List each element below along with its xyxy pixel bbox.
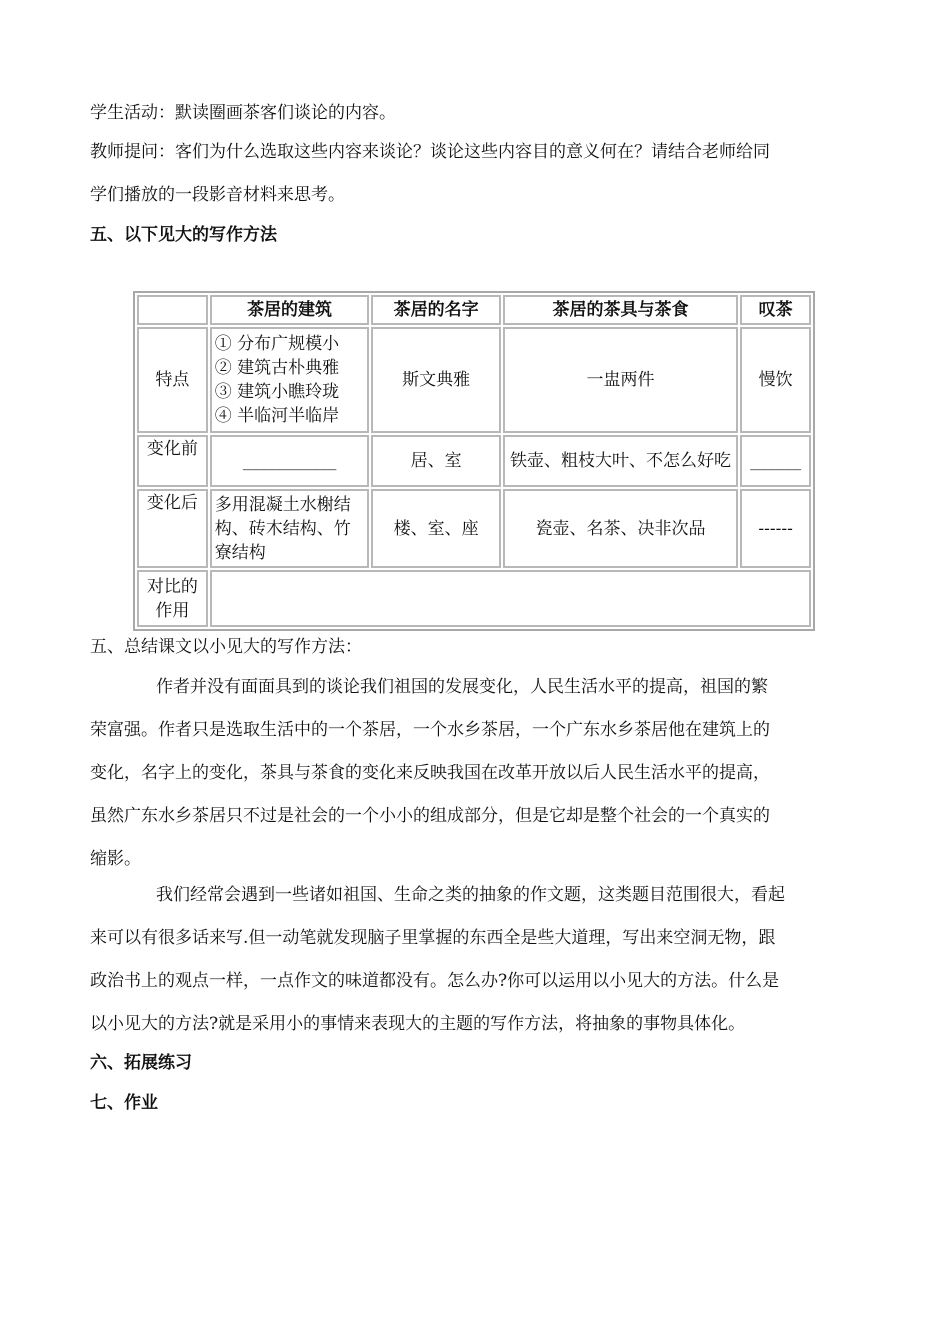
teacher-question-line-1: 教师提问：客们为什么选取这些内容来谈论？谈论这些内容目的意义何在？请结合老师给同 bbox=[90, 142, 770, 162]
section-heading-6: 六、拓展练习 bbox=[90, 1053, 192, 1073]
summary-paragraph-2 bbox=[90, 883, 862, 1055]
row-label-after: 变化后 bbox=[137, 489, 208, 568]
before-ware-cell: 铁壶、粗枝大叶、不怎么好吃 bbox=[503, 435, 738, 488]
after-ware-cell: 瓷壶、名茶、决非次品 bbox=[503, 489, 738, 568]
paragraph-line: 缩影。 bbox=[90, 849, 141, 869]
effect-content-cell bbox=[210, 570, 811, 627]
after-building-cell: 多用混凝土水榭结构、砖木结构、竹寮结构 bbox=[210, 489, 370, 568]
paragraph-line: 作者并没有面面具到的谈论我们祖国的发展变化，人民生活水平的提高，祖国的繁 bbox=[156, 677, 768, 697]
comparison-table bbox=[133, 291, 815, 631]
feature-building-item: ④ 半临河半临岸 bbox=[214, 406, 340, 427]
summary-heading: 五、总结课文以小见大的写作方法： bbox=[90, 637, 362, 657]
row-label-feature: 特点 bbox=[137, 327, 208, 432]
paragraph-line: 虽然广东水乡茶居只不过是社会的一个小小的组成部分，但是它却是整个社会的一个真实的 bbox=[90, 806, 770, 826]
section-heading-7: 七、作业 bbox=[90, 1093, 158, 1113]
before-tea-cell: ______ bbox=[740, 435, 811, 488]
before-name-cell: 居、室 bbox=[371, 435, 500, 488]
paragraph-line: 变化，名字上的变化，茶具与茶食的变化来反映我国在改革开放以后人民生活水平的提高， bbox=[90, 763, 770, 783]
paragraph-line: 以小见大的方法?就是采用小的事情来表现大的主题的写作方法，将抽象的事物具体化。 bbox=[90, 1014, 746, 1034]
before-building-cell: ___________ bbox=[210, 435, 370, 488]
header-tea: 叹茶 bbox=[740, 295, 811, 325]
table-row-feature bbox=[137, 327, 811, 432]
feature-ware-cell: 一盅两件 bbox=[503, 327, 738, 432]
table-row-effect bbox=[137, 570, 811, 627]
student-activity-line: 学生活动：默读圈画茶客们谈论的内容。 bbox=[90, 103, 396, 123]
paragraph-line: 我们经常会遇到一些诸如祖国、生命之类的抽象的作文题，这类题目范围很大，看起 bbox=[156, 885, 785, 905]
after-name-cell: 楼、室、座 bbox=[371, 489, 500, 568]
feature-building-item: ② 建筑古朴典雅 bbox=[214, 358, 340, 379]
feature-building-item: ① 分布广规模小 bbox=[214, 334, 340, 355]
feature-tea-cell: 慢饮 bbox=[740, 327, 811, 432]
summary-paragraph-1 bbox=[90, 675, 862, 890]
header-building: 茶居的建筑 bbox=[210, 295, 370, 325]
comparison-table-grid bbox=[135, 293, 813, 629]
paragraph-line: 来可以有很多话来写.但一动笔就发现脑子里掌握的东西全是些大道理，写出来空洞无物，跟 bbox=[90, 928, 776, 948]
table-row-before bbox=[137, 435, 811, 488]
table-header-row bbox=[137, 295, 811, 325]
section-heading-5a: 五、以下见大的写作方法 bbox=[90, 225, 277, 245]
after-tea-cell: ------ bbox=[740, 489, 811, 568]
header-ware-food: 茶居的茶具与茶食 bbox=[503, 295, 738, 325]
paragraph-line: 政治书上的观点一样，一点作文的味道都没有。怎么办?你可以运用以小见大的方法。什么是 bbox=[90, 971, 780, 991]
paragraph-line: 荣富强。作者只是选取生活中的一个茶居，一个水乡茶居，一个广东水乡茶居他在建筑上的 bbox=[90, 720, 770, 740]
header-cell-empty bbox=[137, 295, 208, 325]
table-row-after bbox=[137, 489, 811, 568]
row-label-before: 变化前 bbox=[137, 435, 208, 488]
row-label-effect: 对比的作用 bbox=[137, 570, 208, 627]
teacher-question-line-2: 学们播放的一段影音材料来思考。 bbox=[90, 185, 345, 205]
feature-building-item: ③ 建筑小瞧玲珑 bbox=[214, 382, 340, 403]
feature-building-cell bbox=[210, 327, 370, 432]
feature-name-cell: 斯文典雅 bbox=[371, 327, 500, 432]
header-name: 茶居的名字 bbox=[371, 295, 500, 325]
